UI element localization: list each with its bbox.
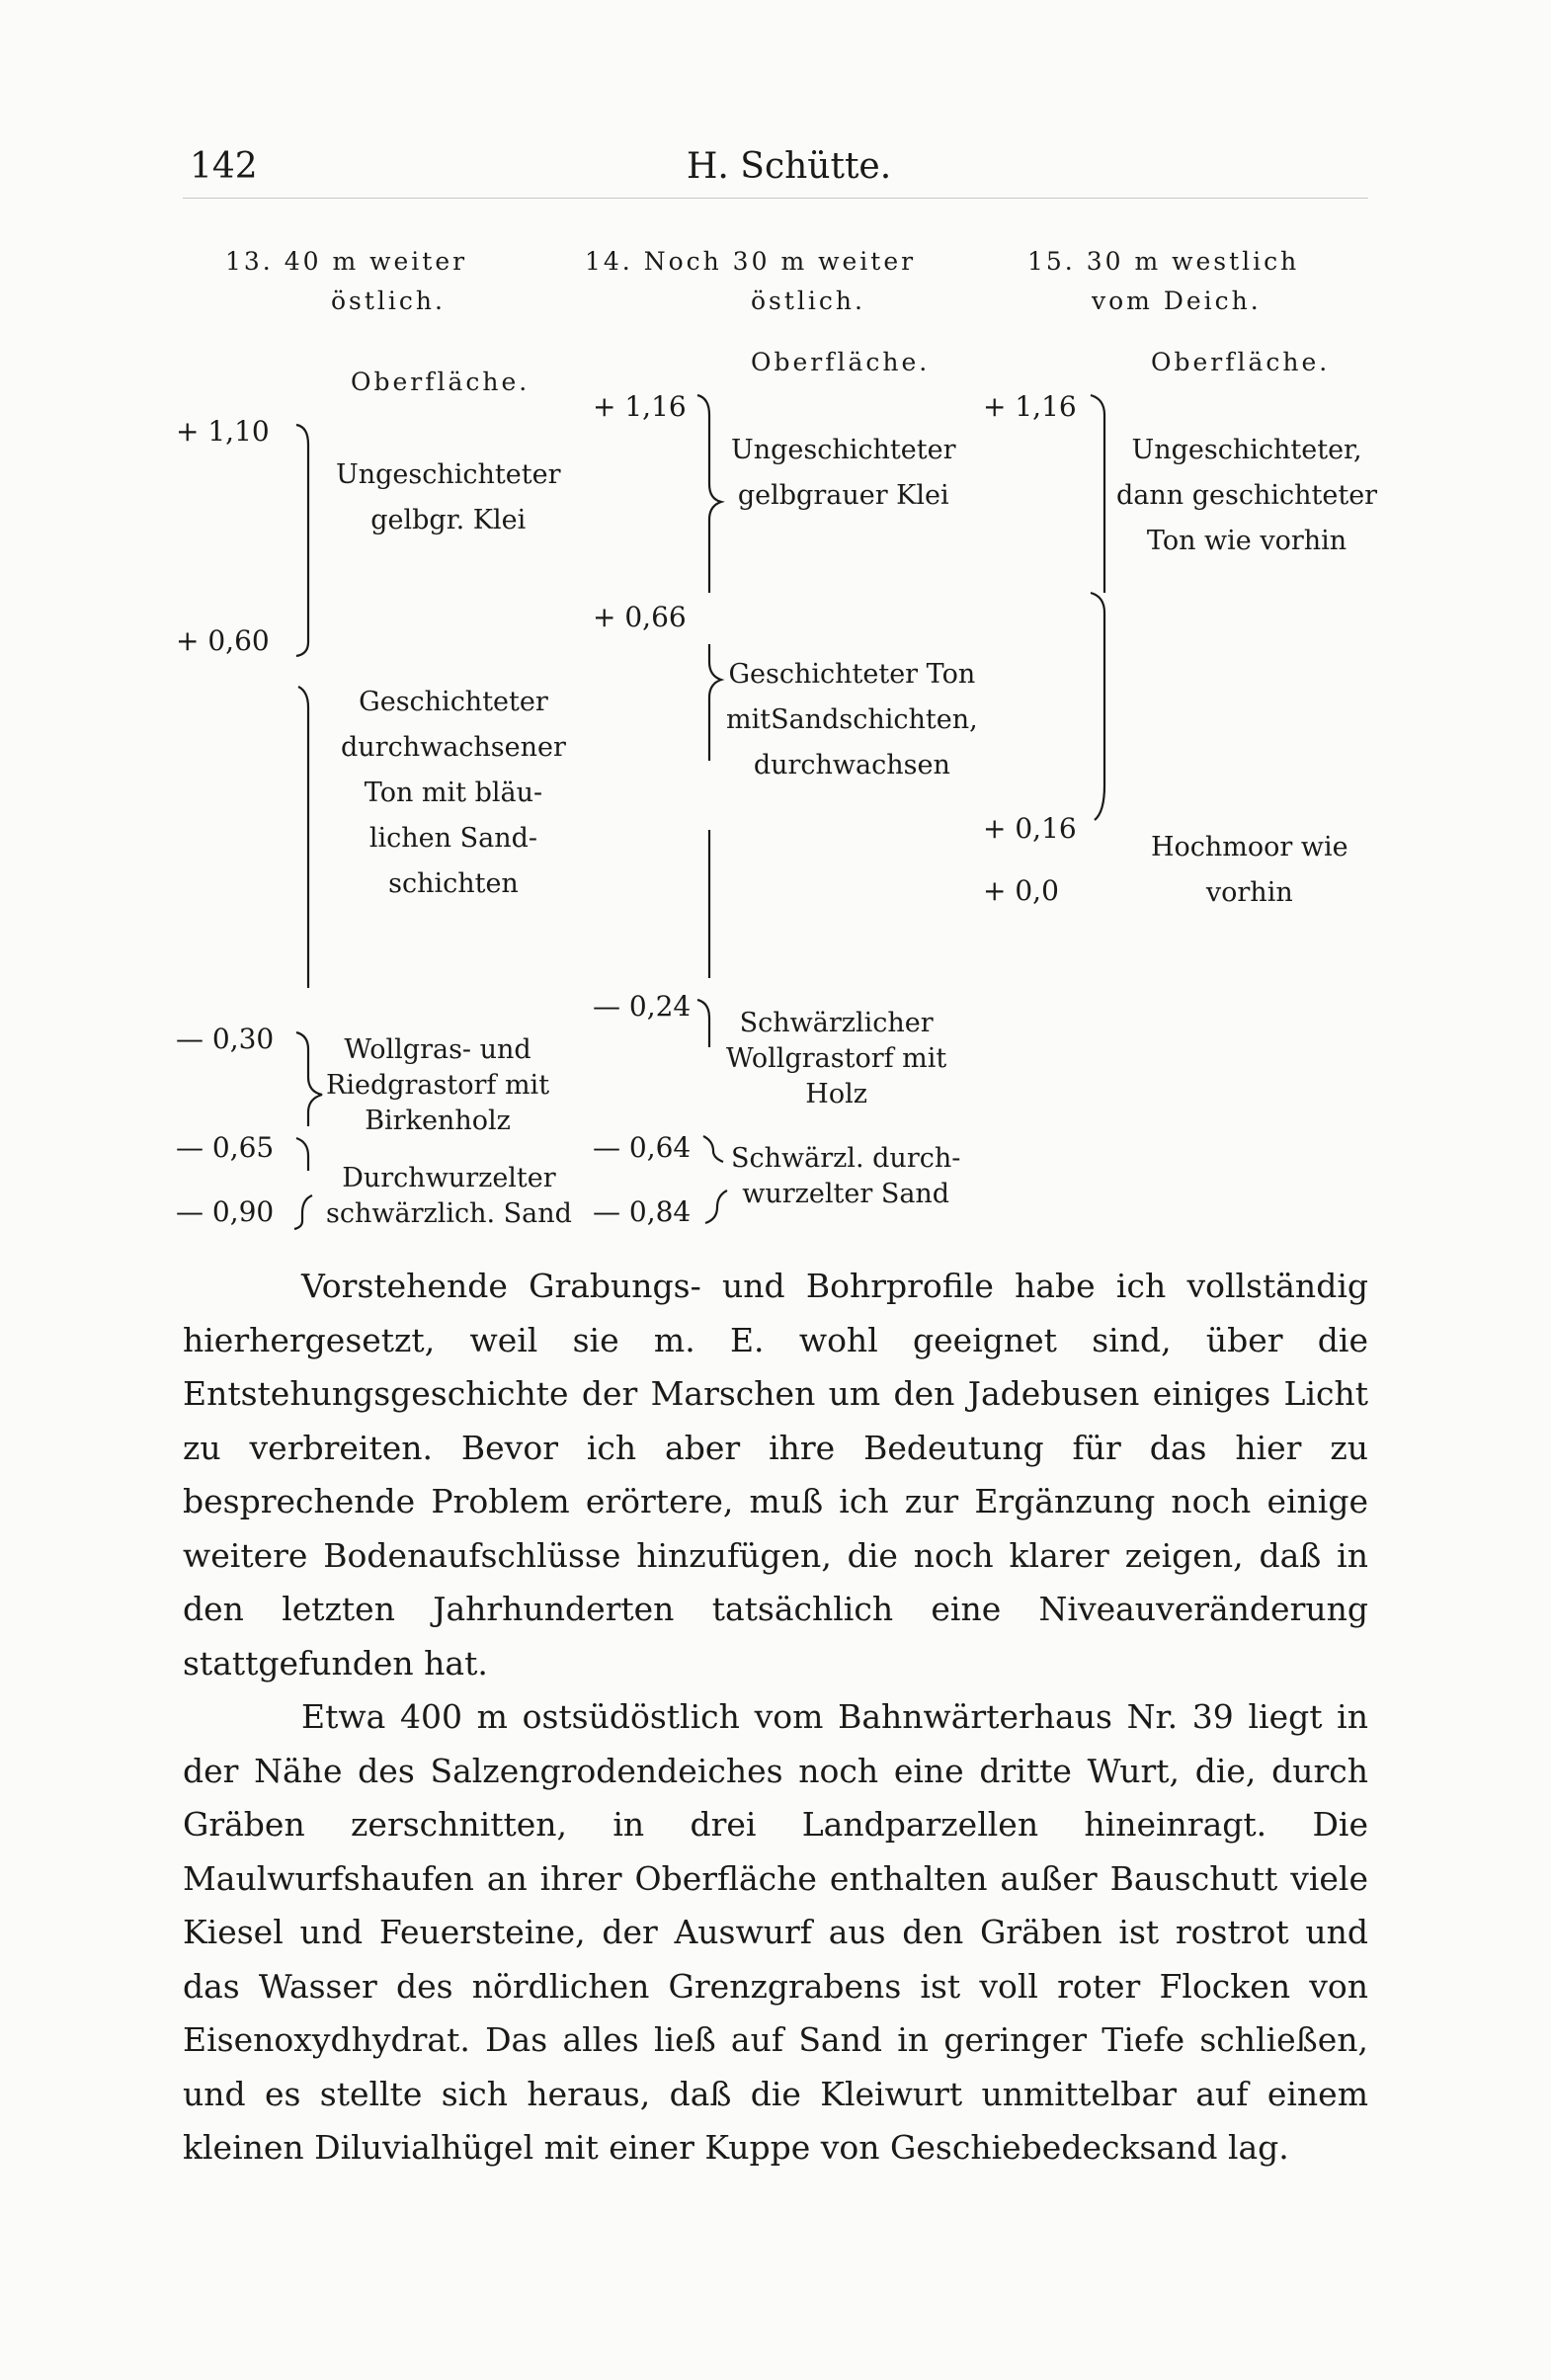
running-title: H. Schütte. (687, 146, 892, 187)
level-14-2: + 0,66 (593, 601, 687, 633)
level-13-3: — 0,30 (176, 1023, 275, 1055)
column-subheading-13: östlich. (331, 287, 446, 315)
level-14-3: — 0,24 (593, 990, 692, 1023)
surface-label-13: Oberfläche. (351, 368, 531, 396)
bracket-13-4 (296, 1138, 308, 1171)
bracket-13-3 (296, 1032, 322, 1126)
layer-14-2: Geschichteter Ton mitSandschichten, durchwachsen (726, 659, 978, 780)
layer-15-1: Ungeschichteter, dann geschichteter Ton wie vorhin (1116, 435, 1378, 556)
level-15-1: + 1,16 (983, 390, 1077, 423)
bracket-14-5 (703, 1136, 723, 1162)
layer-13-2: Geschichteter durchwachsener Ton mit bläu- lichen Sand- schichten (341, 687, 566, 899)
layer-14-1: Ungeschichteter gelbgrauer Klei (731, 435, 956, 511)
layer-15-2: Hochmoor wie vorhin (1151, 832, 1348, 908)
body-text (183, 1260, 1368, 2175)
bracket-15-2 (1091, 593, 1104, 820)
level-14-5: — 0,84 (593, 1195, 692, 1228)
level-14-1: + 1,16 (593, 390, 687, 423)
bracket-14-4 (697, 1000, 709, 1047)
level-13-1: + 1,10 (176, 415, 270, 448)
page-number: 142 (190, 146, 258, 187)
surface-label-14: Oberfläche. (751, 348, 931, 376)
layer-14-3: Schwärzlicher Wollgrastorf mit Holz (726, 1008, 947, 1109)
level-15-2: + 0,16 (983, 812, 1077, 845)
level-13-4: — 0,65 (176, 1131, 275, 1164)
level-15-3: + 0,0 (983, 874, 1059, 907)
bracket-14-6 (705, 1190, 727, 1223)
column-subheading-14: östlich. (751, 287, 865, 315)
layer-14-4: Schwärzl. durch- wurzelter Sand (731, 1143, 961, 1209)
bracket-13-5 (294, 1195, 312, 1229)
level-14-4: — 0,64 (593, 1131, 692, 1164)
level-13-2: + 0,60 (176, 624, 270, 657)
layer-13-4: Durchwurzelter schwärzlich. Sand (326, 1163, 572, 1229)
layer-13-1: Ungeschichteter gelbgr. Klei (336, 459, 561, 535)
bracket-13-2 (298, 687, 308, 988)
column-heading-13: 13. 40 m weiter (225, 247, 468, 276)
surface-label-15: Oberfläche. (1151, 348, 1331, 376)
bracket-14-1 (697, 395, 721, 593)
bracket-13-1 (296, 425, 308, 656)
paragraph-1: Vorstehende Grabungs- und Bohrprofile habe ich vollständig hierhergesetzt, weil sie m. E. wohl geeignet sind, über die Entstehungsgeschichte der Marschen um den Jadebusen einiges Licht zu verbreiten. Bevor ich aber ihre Bedeutung für das hier zu besprechende Problem erörtere, muß ich zur Ergänzung noch einige weitere Bodenaufschlüsse hinzufügen, die noch klarer zeigen, daß in den letzten Jahrhunderten tatsächlich eine Niveauveränderung stattgefunden hat. (183, 1267, 1368, 1682)
column-heading-14: 14. Noch 30 m weiter (585, 247, 917, 276)
bracket-14-2 (709, 644, 721, 761)
paragraph-2: Etwa 400 m ostsüdöstlich vom Bahnwärterhaus Nr. 39 liegt in der Nähe des Salzengrodendeiches noch eine dritte Wurt, die, durch Gräben zerschnitten, in drei Landparzellen hineinragt. Die Maulwurfshaufen an ihrer Oberfläche enthalten außer Bauschutt viele Kiesel und Feuersteine, der Auswurf aus den Gräben ist rostrot und das Wasser des nördlichen Grenzgrabens ist voll roter Flocken von Eisenoxydhydrat. Das alles ließ auf Sand in geringer Tiefe schließen, und es stellte sich heraus, daß die Kleiwurt unmittelbar auf einem kleinen Diluvialhügel mit einer Kuppe von Geschiebedecksand lag. (183, 1697, 1368, 2167)
column-subheading-15: vom Deich. (1092, 287, 1262, 315)
column-heading-15: 15. 30 m westlich (1027, 247, 1300, 276)
layer-13-3: Wollgras- und Riedgrastorf mit Birkenholz (326, 1034, 550, 1136)
level-13-5: — 0,90 (176, 1195, 275, 1228)
bracket-15-1 (1091, 395, 1104, 593)
